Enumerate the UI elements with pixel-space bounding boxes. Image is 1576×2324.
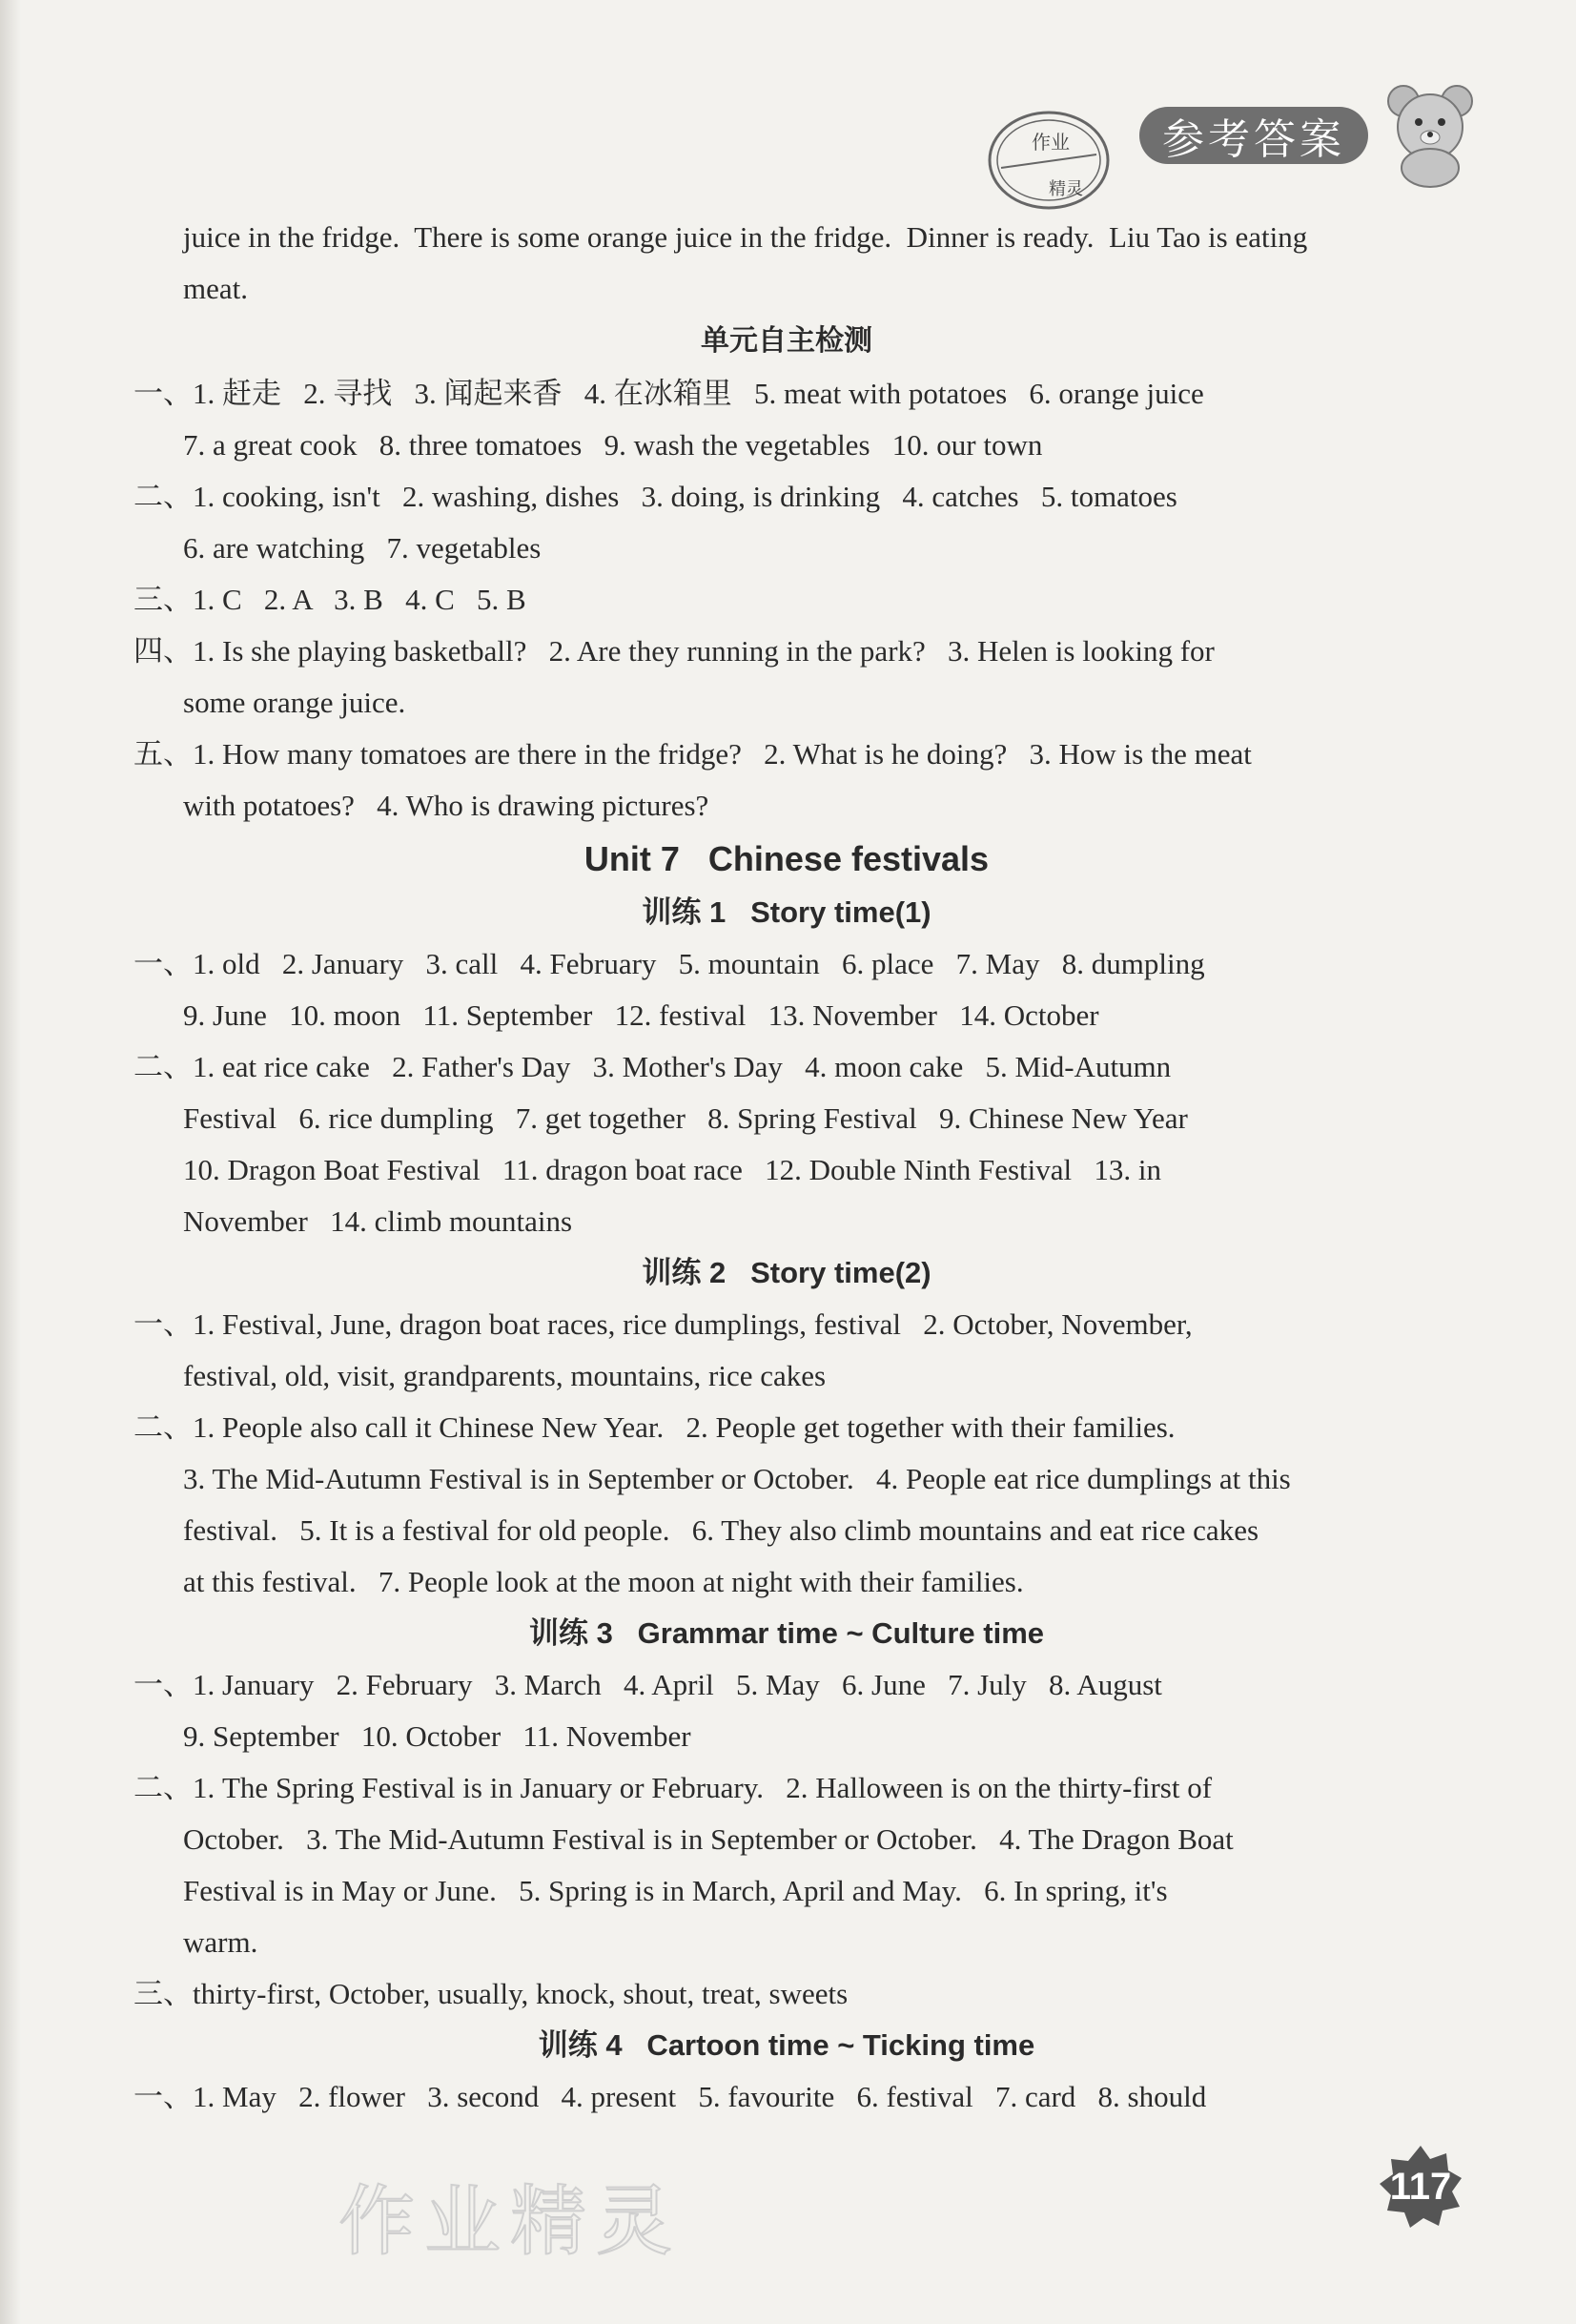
- answer-line: Festival is in May or June. 5. Spring is in March, April and May. 6. In spring, it's: [183, 1874, 1168, 1907]
- answer-line: 二、1. The Spring Festival is in January or February. 2. Halloween is on the thirty-first of: [133, 1771, 1213, 1804]
- answer-line: 五、1. How many tomatoes are there in the fridge? 2. What is he doing? 3. How is the meat: [133, 737, 1252, 771]
- answer-line: 二、1. eat rice cake 2. Father's Day 3. Mother's Day 4. moon cake 5. Mid-Autumn: [133, 1050, 1172, 1083]
- answer-line: at this festival. 7. People look at the moon at night with their families.: [183, 1565, 1024, 1598]
- answer-line: Festival 6. rice dumpling 7. get together 8. Spring Festival 9. Chinese New Year: [183, 1101, 1188, 1135]
- answer-line: some orange juice.: [183, 686, 406, 719]
- answer-line: with potatoes? 4. Who is drawing pictures?: [183, 789, 709, 822]
- answer-line: meat.: [183, 272, 248, 305]
- teddy-bear-icon: [1373, 74, 1487, 189]
- answer-content: [133, 212, 1440, 2123]
- section-heading: 单元自主检测: [701, 324, 872, 358]
- seal-bottom-text: 精灵: [1049, 179, 1083, 199]
- unit-title: Unit 7 Chinese festivals: [583, 839, 990, 878]
- exercise-heading: 训练 2 Story time(2): [642, 1256, 931, 1289]
- page-number: 117: [1389, 2165, 1452, 2208]
- answer-line: 二、1. cooking, isn't 2. washing, dishes 3. doing, is drinking 4. catches 5. tomatoes: [133, 480, 1177, 513]
- exercise-heading: 训练 1 Story time(1): [642, 895, 931, 929]
- answer-line: 一、1. 赶走 2. 寻找 3. 闻起来香 4. 在冰箱里 5. meat with potatoes 6. orange juice: [133, 377, 1204, 410]
- answer-line: October. 3. The Mid-Autumn Festival is in September or October. 4. The Dragon Boat: [183, 1822, 1234, 1856]
- answer-line: 7. a great cook 8. three tomatoes 9. wash the vegetables 10. our town: [183, 428, 1043, 462]
- exercise-heading: 训练 4 Cartoon time ~ Ticking time: [538, 2028, 1035, 2062]
- seal-stamp-icon: [982, 103, 1115, 217]
- answer-line: 一、1. Festival, June, dragon boat races, rice dumplings, festival 2. October, November,: [133, 1307, 1193, 1341]
- answer-line: 二、1. People also call it Chinese New Year. 2. People get together with their families.: [133, 1410, 1176, 1444]
- exercise-heading: 训练 3 Grammar time ~ Culture time: [528, 1616, 1045, 1650]
- answer-line: 一、1. May 2. flower 3. second 4. present 5. favourite 6. festival 7. card 8. should: [133, 2080, 1207, 2113]
- answer-line: 一、1. January 2. February 3. March 4. April 5. May 6. June 7. July 8. August: [133, 1668, 1162, 1701]
- answer-line: 一、1. old 2. January 3. call 4. February 5. mountain 6. place 7. May 8. dumpling: [133, 947, 1205, 980]
- answer-line: 三、1. C 2. A 3. B 4. C 5. B: [133, 583, 526, 616]
- answer-line: festival, old, visit, grandparents, mountains, rice cakes: [183, 1359, 827, 1392]
- seal-top-text: 作业: [1032, 131, 1070, 154]
- answer-line: 三、thirty-first, October, usually, knock, shout, treat, sweets: [133, 1977, 849, 2010]
- answer-line: juice in the fridge. There is some orange juice in the fridge. Dinner is ready. Liu Tao is eating: [183, 220, 1308, 254]
- answer-line: 10. Dragon Boat Festival 11. dragon boat race 12. Double Ninth Festival 13. in: [183, 1153, 1161, 1186]
- answer-line: 3. The Mid-Autumn Festival is in September or October. 4. People eat rice dumplings at this: [183, 1462, 1291, 1495]
- watermark: 作业精灵: [338, 2177, 682, 2266]
- answer-line: 9. June 10. moon 11. September 12. festival 13. November 14. October: [183, 998, 1099, 1032]
- answer-line: 6. are watching 7. vegetables: [183, 531, 542, 565]
- answer-line: 9. September 10. October 11. November: [183, 1719, 691, 1753]
- answer-line: festival. 5. It is a festival for old people. 6. They also climb mountains and eat rice cakes: [183, 1513, 1259, 1547]
- answer-key-tag: 参考答案: [1139, 107, 1368, 164]
- answer-line: November 14. climb mountains: [183, 1204, 573, 1238]
- binding-shadow: [0, 0, 21, 2324]
- answer-line: 四、1. Is she playing basketball? 2. Are they running in the park? 3. Helen is looking for: [133, 634, 1215, 668]
- answer-line: warm.: [183, 1925, 258, 1959]
